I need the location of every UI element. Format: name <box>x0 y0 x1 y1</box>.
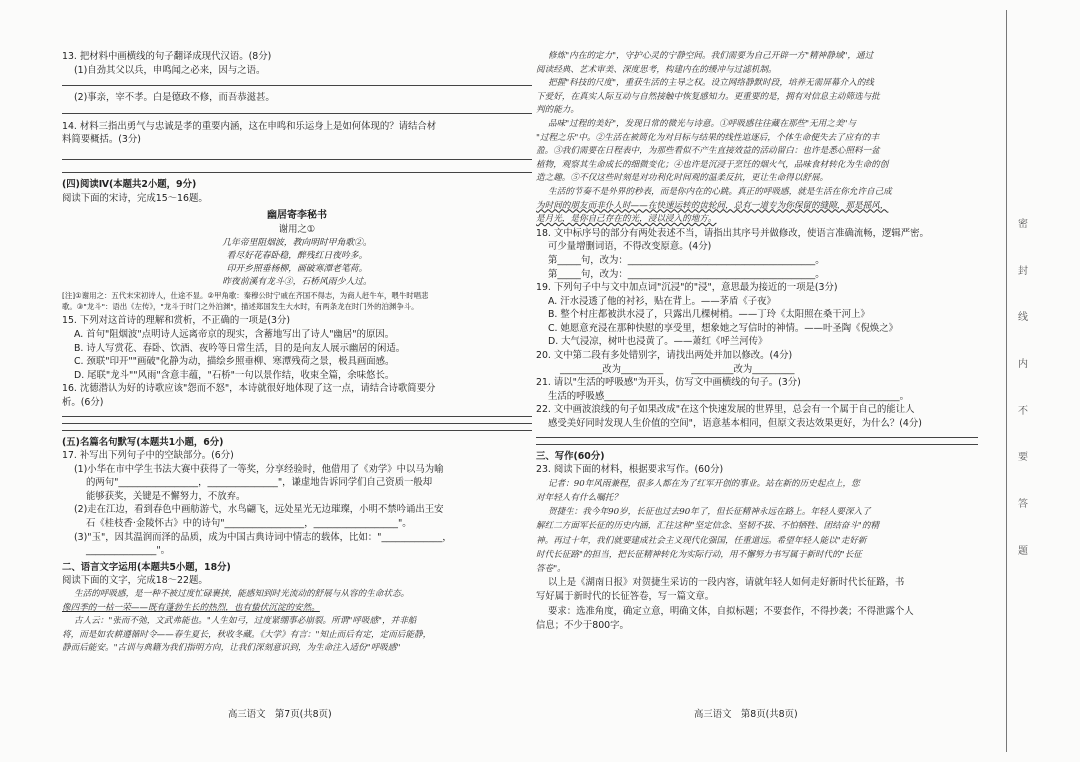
poem-line: 印开乡照垂杨柳，画破寒潭老笔荷。 <box>226 264 368 275</box>
poem-author: 谢用之① <box>278 223 316 235</box>
task-line: 写好属于新时代的长征答卷，写一篇文章。 <box>536 591 715 603</box>
binding-char: 题 <box>1018 546 1028 557</box>
q19-option-a: A. 汗水浸透了他的衬衫，贴在背上。——茅盾《子夜》 <box>548 295 776 307</box>
section-5-header: (五)名篇名句默写(本题共1小题，6分) <box>62 436 224 448</box>
poem-note-line: 歌。③"龙斗"：语出《左传》，"龙斗于时门之外泊渊"，描述郑国发生大水时，有两条龙在时门外的泊渊争斗。 <box>62 301 419 311</box>
q17-part-1-cont: 能够获奖，关键是不懈努力，不放弃。 <box>86 490 246 502</box>
answer-line <box>62 113 532 114</box>
section-3-header: 三、写作(60分) <box>536 450 605 462</box>
material-line: 神。再过十年，我们就要建成社会主义现代化强国，任重道远。希望年轻人能以"走好新 <box>536 535 867 546</box>
q13-sentence-1: (1)自劲其父以兵，申鸣闻之必来，因与之语。 <box>74 64 266 76</box>
passage-line: 生活的呼吸感，是一种不被过度忙碌裹挟，能感知到时光流动的舒展与从容的生命状态。 <box>74 589 410 600</box>
q19-option-c: C. 她愿意充浸在那种快慰的享受里，想象她之写信时的神情。——叶圣陶《倪焕之》 <box>548 322 899 334</box>
page-7 <box>62 50 532 656</box>
q19-option-d: D. 大气浸凉，树叶也浸黄了。——萧红《呼兰河传》 <box>548 336 768 348</box>
q15-option-b: B. 诗人写赏花、春卧、饮酒、夜吟等日常生活，目的是向友人展示幽居的闲适。 <box>74 342 406 354</box>
passage-line: 修炼"内在的定力"，守护心灵的宁静空间。我们需要为自己开辟一方"精神静域"，通过 <box>548 51 874 61</box>
passage-line: 阅读经典、艺术审美、深度思考，构建内在的缓冲与过滤机制。 <box>536 64 777 75</box>
answer-line <box>62 430 532 431</box>
q22-stem-cont: 感受美好同时发现人生价值的空间"，语意基本相同，但原文表达效果更好，为什么？(4分) <box>548 418 922 430</box>
task-line: 以上是《湖南日报》对贺捷生采访的一段内容，请就年轻人如何走好新时代长征路，书 <box>548 577 905 589</box>
section-4-instruction: 阅读下面的宋诗，完成15～16题。 <box>62 192 208 204</box>
q15-stem: 15. 下列对这首诗的理解和赏析，不正确的一项是(3分) <box>62 315 291 327</box>
q17-part-1: (1)小华在市中学生书法大赛中获得了一等奖，分享经验时，他借用了《劝学》中以马为喻 <box>74 463 444 475</box>
q18-answer-2: 第_____句，改为：________________________________________。 <box>548 268 825 280</box>
answer-line <box>536 437 978 438</box>
q18-stem: 18. 文中标序号的部分有两处表述不当，请指出其序号并做修改，使语言准确流畅，逻辑严密。 <box>536 227 929 239</box>
q23-stem: 23. 阅读下面的材料，根据要求写作。(60分) <box>536 464 724 476</box>
q15-option-c: C. 颈联"印开""画破"化静为动，描绘乡照垂柳、寒潭残荷之景，极具画面感。 <box>74 356 395 368</box>
q17-part-3: (3)"玉"，因其温润而泽的品质，成为中国古典诗词中情志的载体，比如："_____________， <box>74 531 452 543</box>
poem-line: 昨夜前溪有龙斗③，石桥风雨少人过。 <box>222 277 372 288</box>
q17-part-1-cont: 的两句"_________________，_______________"，谦虚地告诉同学们自己资质一般却 <box>86 477 433 489</box>
poem-title: 幽居寄李秘书 <box>267 210 327 222</box>
section-4-header: (四)阅读Ⅳ(本题共2小题，9分) <box>62 178 197 190</box>
q18-answer-1: 第_____句，改为：________________________________________。 <box>548 254 825 266</box>
q22-stem: 22. 文中画波浪线的句子如果改成"在这个快速发展的世界里，总会有一个属于自己的能让人 <box>536 404 915 416</box>
passage-line-wavy: 为时间的朋友而非仆人时——在快速运转的齿轮间，总有一道专为你保留的缝隙，那是摇风， <box>536 200 889 211</box>
q16-stem: 16. 沈德潜认为好的诗歌应该"怨而不怒"，本诗就很好地体现了这一点，请结合诗歌简要分 <box>62 383 436 395</box>
requirements-line: 信息；不少于800字。 <box>536 619 629 631</box>
q18-stem-cont: 可少量增删词语，不得改变原意。(4分) <box>548 241 712 253</box>
page-footer-8: 高三语文 第8页(共8页) <box>694 709 798 720</box>
section-2-header: 二、语言文字运用(本题共5小题，18分) <box>62 561 231 573</box>
passage-line: 将，而是如农耕遵循时令——春生夏长，秋收冬藏。《大学》有言："知止而后有定，定而后能静， <box>62 629 432 640</box>
q16-stem-cont: 析。(6分) <box>62 396 104 408</box>
q17-part-2-cont: 石《桂枝香·金陵怀古》中的诗句"_________________，__________________"。 <box>86 518 412 530</box>
answer-line <box>62 172 532 173</box>
poem-note-line: [注]①谢用之：五代末宋初诗人，仕途不显。②甲角歌：秦穆公时宁戚在齐国不得志，为商人赶牛车，喂牛时唱悲 <box>62 291 429 301</box>
q21-stem: 21. 请以"生活的呼吸感"为开头，仿写文中画横线的句子。(3分) <box>536 377 801 389</box>
answer-line <box>62 159 532 160</box>
page-8 <box>536 50 978 633</box>
binding-line <box>1006 10 1007 752</box>
passage-line: 造之趣。⑤不仅这些时刻是对功利化时间观的温柔反抗，更让生命得以舒展。 <box>536 173 829 184</box>
answer-line <box>62 416 532 417</box>
passage-line-wavy: 是月光，是你自己存在的光，浸以浸入的地方。 <box>536 214 717 225</box>
passage-line: 判的能力。 <box>536 105 579 116</box>
q20-stem: 20. 文中第二段有多处错别字，请找出两处并加以修改。(4分) <box>536 350 793 362</box>
q19-stem: 19. 下列句子中与文中加点词"沉浸"的"浸"，意思最为接近的一项是(3分) <box>536 282 838 294</box>
q19-option-b: B. 整个村庄都被洪水浸了，只露出几棵树梢。——丁玲《太阳照在桑干河上》 <box>548 309 870 321</box>
q17-part-2: (2)走在江边，看到春色中画舫游弋，水鸟翩飞，远处星光无边璀璨，小明不禁吟诵出王安 <box>74 504 444 516</box>
q13-sentence-2: (2)事亲，宰不孝。白是德政不修，而吾恭滋甚。 <box>74 92 275 104</box>
material-line: 答卷"。 <box>536 564 566 575</box>
passage-line: 静而后能安。"古训与典籍为我们指明方向，让我们深刻意识到，为生命注入适份"呼吸感" <box>62 643 401 654</box>
binding-char: 不 <box>1018 406 1028 417</box>
poem-line: 几年帝里阻烟波，教向明时甲角歌②。 <box>222 238 372 249</box>
passage-line: 品味"过程的美好"，发现日常的微光与诗意。①呼吸感往往藏在那些"无用之美"与 <box>548 118 857 129</box>
material-line: 记者：90年风雨兼程，很多人都在为了红军开创的事业。站在新的历史起点上，您 <box>548 478 860 489</box>
q13-stem: 13. 把材料中画横线的句子翻译成现代汉语。(8分) <box>62 51 272 62</box>
q14-stem: 14. 材料三指出勇气与忠诚是孝的重要内涵，这在申鸣和乐运身上是如何体现的？请结合材 <box>62 120 437 132</box>
binding-char: 内 <box>1018 359 1028 370</box>
answer-line <box>62 423 532 424</box>
q17-part-3-cont: _______________"。 <box>86 545 170 557</box>
passage-line: 盈。③我们需要在日程表中，为那些看似不产生直接效益的活动留白：也许是悉心照料一盆 <box>536 146 880 157</box>
passage-line: 像四季的一枯一荣——既有蓬勃生长的热烈，也有蛰伏沉淀的安然。 <box>62 602 320 613</box>
section-2-instruction: 阅读下面的文字，完成18～22题。 <box>62 575 208 587</box>
material-line: 对年轻人有什么嘱托？ <box>536 493 622 504</box>
q20-answer: _________改为_________ _________改为_________ <box>560 363 795 375</box>
passage-line: 把握"科技的尺度"，重获生活的主导之权。设立网络静默时段，培养无需屏幕介入的线 <box>548 78 874 89</box>
material-line: 时代长征路"的担当，把长征精神转化为实际行动，用不懈努力书写属于新时代的"长征 <box>536 549 862 560</box>
q17-stem: 17. 补写出下列句子中的空缺部分。(6分) <box>62 450 234 462</box>
poem-note <box>62 291 532 312</box>
binding-char: 密 <box>1018 219 1028 230</box>
binding-char: 要 <box>1018 452 1028 463</box>
passage-line: 生活的节奏不是外界的秒表，而是你内在的心跳。真正的呼吸感，就是生活在你允许自己成 <box>548 186 892 197</box>
requirements-line: 要求：选准角度，确定立意，明确文体，自拟标题；不要套作，不得抄袭；不得泄露个人 <box>548 605 914 617</box>
passage-line: "过程之乐"中。②生活在被简化为对目标与结果的线性追逐后，个体生命便失去了应有的丰 <box>536 132 880 143</box>
answer-line <box>62 85 532 86</box>
poem-line: 看尽好花春卧稳，醉残红日夜吟多。 <box>226 251 368 262</box>
passage-line: 植物，观察其生命成长的细微变化；④也许是沉浸于烹饪的烟火气，品味食材转化为生命的创 <box>536 159 889 170</box>
q15-option-a: A. 首句"阻烟波"点明诗人远离帝京的现实，含蓄地写出了诗人"幽居"的原因。 <box>74 328 395 340</box>
binding-char: 线 <box>1018 312 1028 323</box>
binding-char: 封 <box>1018 266 1028 277</box>
passage-line: 下爱好，在真实人际互动与自然接触中恢复感知力。更重要的是，拥有对信息主动筛选与批 <box>536 91 880 102</box>
material-line: 贺捷生：我今年90岁，长征也过去90年了，但长征精神永远在路上。年轻人要深入了 <box>548 507 871 518</box>
material-line: 解红二方面军长征的历史内涵，汇往这种"坚定信念、坚韧不拔、不怕牺牲、团结奋斗"的精 <box>536 521 880 532</box>
q15-option-d: D. 尾联"龙斗""风雨"含意丰蕴，"石桥"一句以景作结，收束全篇，余味悠长。 <box>74 369 395 381</box>
page-footer-7: 高三语文 第7页(共8页) <box>228 709 332 720</box>
binding-char: 答 <box>1018 499 1028 510</box>
q14-stem-cont: 料简要概括。(3分) <box>62 134 141 146</box>
passage-line: 古人云："张而不弛，文武弗能也。"人生如弓，过度紧绷事必崩裂。所谓"呼吸感"，并非船 <box>74 616 417 627</box>
answer-line <box>536 444 978 445</box>
q21-answer: 生活的呼吸感_______________________________________________________________。 <box>548 390 909 402</box>
